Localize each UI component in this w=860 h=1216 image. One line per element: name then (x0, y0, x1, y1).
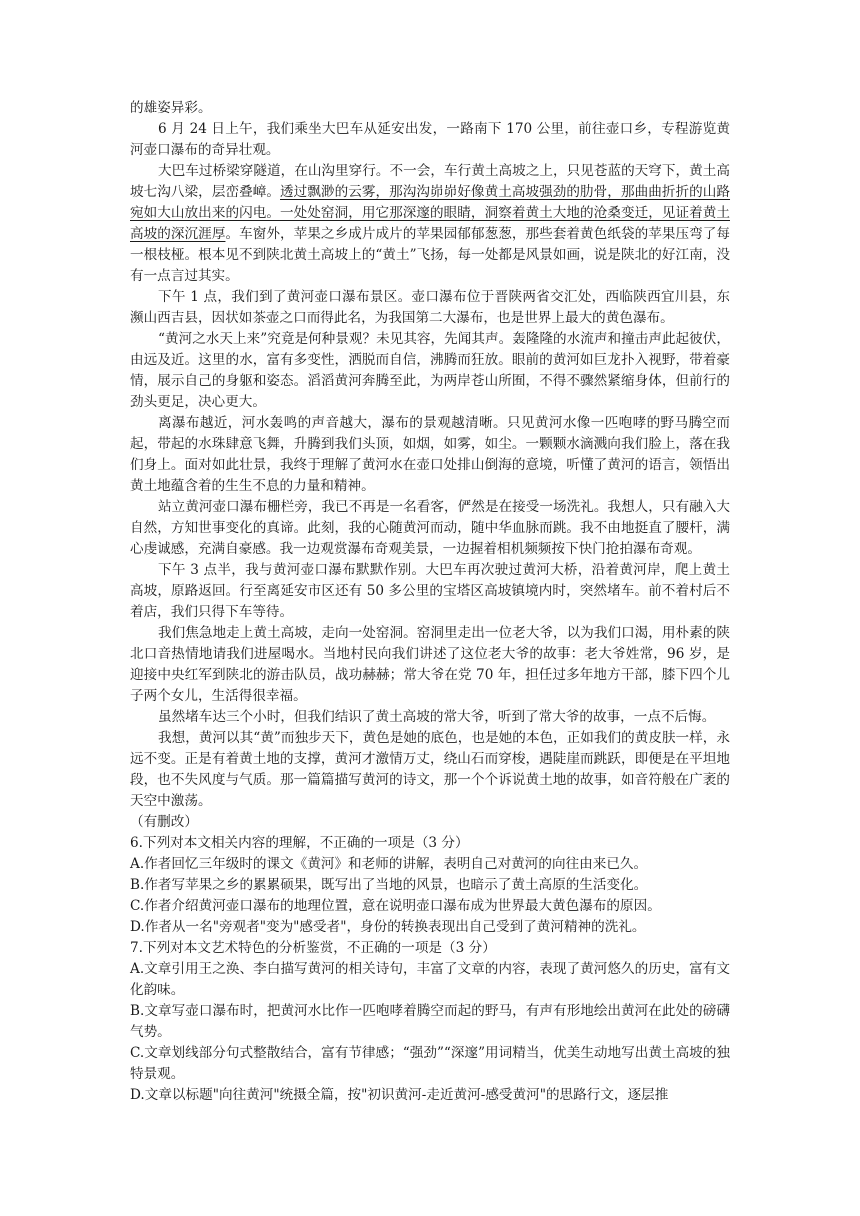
paragraph (130, 728, 730, 812)
paragraph (130, 119, 730, 161)
answer-option: C.作者介绍黄河壶口瀑布的地理位置，意在说明壶口瀑布成为世界最大黄色瀑布的原因。 (130, 898, 661, 914)
paragraph (130, 497, 730, 560)
answer-option: B.文章写壶口瀑布时，把黄河水比作一匹咆哮着腾空而起的野马，有声有形地绘出黄河在此处的磅礴气势。 (130, 1003, 730, 1040)
paragraph-text: 虽然堵车达三个小时，但我们结识了黄土高坡的常大爷，听到了常大爷的故事，一点不后悔。 (158, 709, 716, 725)
answer-option: A.文章引用王之涣、李白描写黄河的相关诗句，丰富了文章的内容，表现了黄河悠久的历史，富有文化韵味。 (130, 961, 730, 998)
underlined-text: 透过飘渺的云雾，那沟沟峁峁好像黄土高坡强劲的肋骨，那曲曲折折的山路宛如大山放出来的闪电。一处处窑洞，用它那深邃的眼睛，洞察着黄土大地的沧桑变迁，见证着黄土高坡的深沉涯厚 (130, 184, 731, 242)
article-body (130, 98, 730, 833)
document-page (130, 98, 730, 1106)
paragraph-text: 6 月 24 日上午，我们乘坐大巴车从延安出发，一路南下 170 公里，前往壶口乡，专程游览黄河壶口瀑布的奇异壮观。 (130, 121, 730, 158)
paragraph (130, 161, 730, 287)
paragraph (130, 812, 730, 833)
answer-option: C.文章划线部分句式整散结合，富有节律感；“强劲”“深邃”用词精当，优美生动地写出黄土高坡的独特景观。 (130, 1045, 730, 1082)
paragraph (130, 329, 730, 413)
paragraph-text: 下午 1 点，我们到了黄河壶口瀑布景区。壶口瀑布位于晋陕两省交汇处，西临陕西宜川县，东濒山西吉县，因状如茶壶之口而得此名，为我国第二大瀑布，也是世界上最大的黄色瀑布。 (130, 289, 730, 326)
paragraph-text: 我想，黄河以其“黄”而独步天下，黄色是她的底色，也是她的本色，正如我们的黄皮肤一样，永远不变。正是有着黄土地的支撑，黄河才激情万丈，绕山石而穿梭，遇陡崖而跳跃，即便是在平坦地段，也不失风度与气质。那一篇篇描写黄河的诗文，那一个个诉说黄土地的故事，如音符般在广袤的天空中激荡。 (130, 730, 730, 809)
paragraph-text: 。车窗外，苹果之乡成片成片的苹果园郁郁葱葱，那些套着黄色纸袋的苹果压弯了每一根枝桠。根本见不到陕北黄土高坡上的“黄土”飞扬，每一处都是风景如画，说是陕北的好江南，没有一点言过其实。 (130, 226, 731, 284)
paragraph-text: 站立黄河壶口瀑布栅栏旁，我已不再是一名看客，俨然是在接受一场洗礼。我想人，只有融入大自然，方知世事变化的真谛。此刻，我的心随黄河而动，随中华血脉而跳。我不由地挺直了腰杆，满心虔诚感，充满自豪感。我一边观赏瀑布奇观美景，一边握着相机频频按下快门抢拍瀑布奇观。 (130, 499, 730, 557)
answer-option: A.作者回忆三年级时的课文《黄河》和老师的讲解，表明自己对黄河的向往由来已久。 (130, 856, 648, 872)
question-stem: 7.下列对本文艺术特色的分析鉴赏，不正确的一项是（3 分） (130, 940, 496, 956)
paragraph (130, 623, 730, 707)
paragraph (130, 707, 730, 728)
paragraph-text: 大巴车过桥梁穿隧道，在山沟里穿行。不一会，车行黄土高坡之上，只见苍蓝的天穹下，黄土高坡七沟八梁，层峦叠嶂。 (130, 163, 730, 200)
paragraph-text: （有删改） (130, 814, 198, 830)
answer-option: D.作者从一名"旁观者"变为"感受者"，身份的转换表现出自己受到了黄河精神的洗礼。 (130, 919, 646, 935)
answer-option: B.作者写苹果之乡的累累硕果，既写出了当地的风景，也暗示了黄土高原的生活变化。 (130, 877, 648, 893)
paragraph (130, 287, 730, 329)
paragraph-text: 我们焦急地走上黄土高坡，走向一处窑洞。窑洞里走出一位老大爷，以为我们口渴，用朴素的陕北口音热情地请我们进屋喝水。当地村民向我们讲述了这位老大爷的故事：老大爷姓常，96 岁，是迎接中央红军到陕北的游击队员，战功赫赫；常大爷在党 70 年，担任过多年地方干部，膝下四个儿子两个女儿，生活得很幸福。 (130, 625, 730, 704)
paragraph-text: 的雄姿异彩。 (130, 100, 212, 116)
paragraph-text: “黄河之水天上来”究竟是何种景观？未见其容，先闻其声。轰隆隆的水流声和撞击声此起彼伏，由远及近。这里的水，富有多变性，洒脱而自信，沸腾而狂放。眼前的黄河如巨龙扑入视野，带着豪情，展示自己的身躯和姿态。滔滔黄河奔腾至此，为两岸苍山所囿，不得不骤然紧缩身体，但前行的劲头更足，决心更大。 (130, 331, 730, 410)
paragraph (130, 560, 730, 623)
paragraph-text: 离瀑布越近，河水轰鸣的声音越大，瀑布的景观越清晰。只见黄河水像一匹咆哮的野马腾空而起，带起的水珠肆意飞舞，升腾到我们头顶，如烟，如雾，如尘。一颗颗水滴溅向我们脸上，落在我们身上。面对如此壮景，我终于理解了黄河水在壶口处排山倒海的意境，听懂了黄河的语言，领悟出黄土地蕴含着的生生不息的力量和精神。 (130, 415, 730, 494)
question-stem: 6.下列对本文相关内容的理解，不正确的一项是（3 分） (130, 835, 469, 851)
question-section (130, 833, 730, 1106)
answer-option: D.文章以标题"向往黄河"统摄全篇，按"初识黄河-走近黄河-感受黄河"的思路行文，逐层推 (130, 1087, 669, 1103)
paragraph-text: 下午 3 点半，我与黄河壶口瀑布默默作别。大巴车再次驶过黄河大桥，沿着黄河岸，爬上黄土高坡，原路返回。行至离延安市区还有 50 多公里的宝塔区高坡镇境内时，突然堵车。前不着村后不着店，我们只得下车等待。 (130, 562, 730, 620)
paragraph (130, 413, 730, 497)
paragraph (130, 98, 730, 119)
